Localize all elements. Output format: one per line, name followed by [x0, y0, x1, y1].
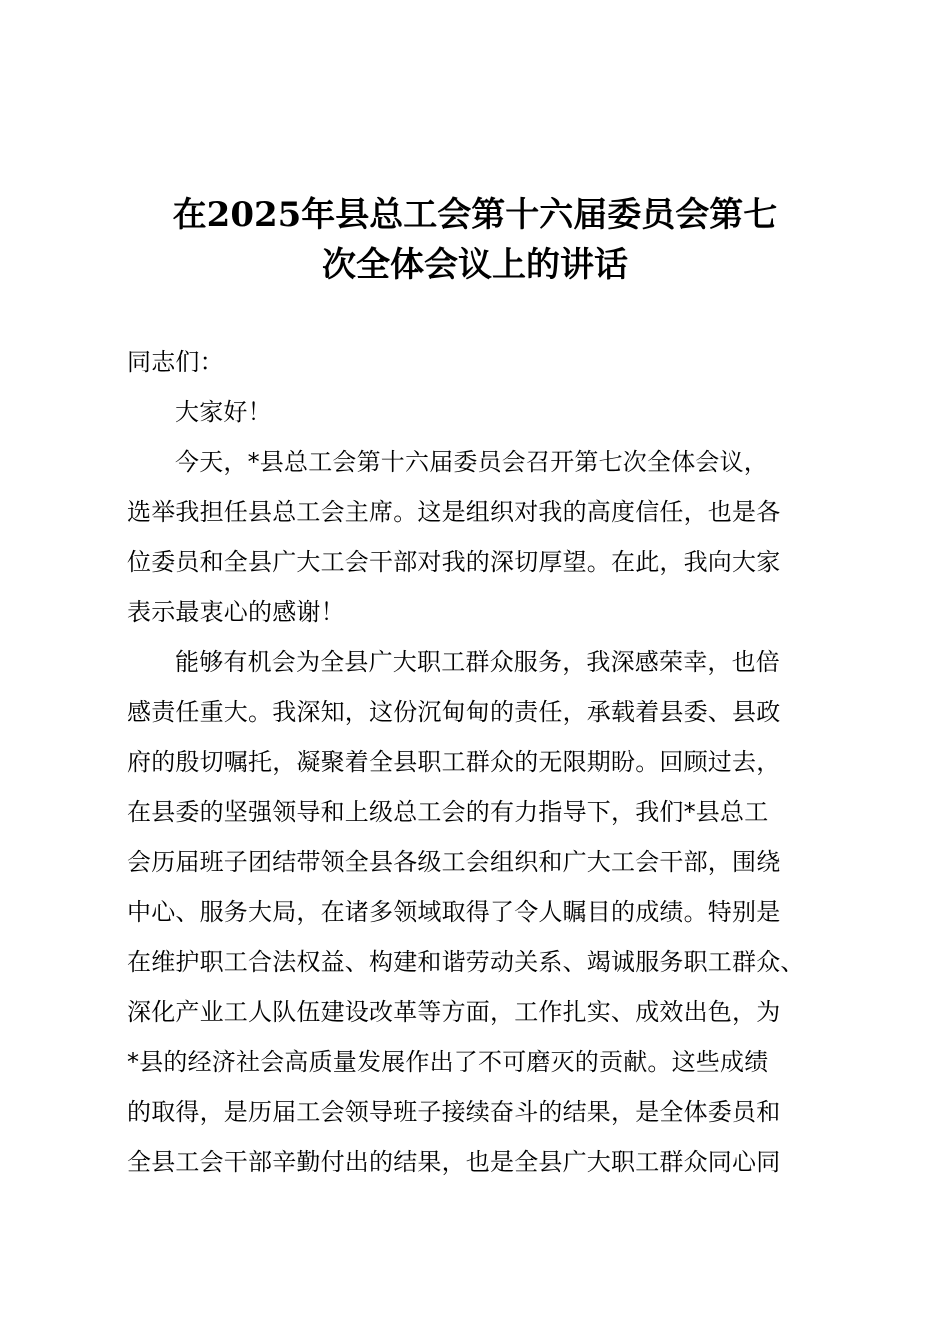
body-text-line: 在维护职工合法权益、构建和谐劳动关系、竭诚服务职工群众、 [127, 948, 805, 976]
body-text-line: 府的殷切嘱托，凝聚着全县职工群众的无限期盼。回顾过去， [127, 748, 781, 776]
body-text-line: 在县委的坚强领导和上级总工会的有力指导下，我们*县总工 [127, 798, 769, 826]
body-text-line: 大家好！ [175, 398, 272, 426]
body-text-line: 能够有机会为全县广大职工群众服务，我深感荣幸，也倍 [175, 648, 780, 676]
body-text-line: *县的经济社会高质量发展作出了不可磨灭的贡献。这些成绩 [127, 1048, 769, 1076]
body-text-line: 会历届班子团结带领全县各级工会组织和广大工会干部，围绕 [127, 848, 781, 876]
body-text-line: 表示最衷心的感谢！ [127, 598, 345, 626]
body-text-line: 的取得，是历届工会领导班子接续奋斗的结果，是全体委员和 [127, 1098, 781, 1126]
document-title-line-2: 次全体会议上的讲话 [322, 245, 628, 285]
body-text-line: 位委员和全县广大工会干部对我的深切厚望。在此，我向大家 [127, 548, 781, 576]
body-text-line: 中心、服务大局，在诸多领域取得了令人瞩目的成绩。特别是 [127, 898, 781, 926]
body-text-line: 深化产业工人队伍建设改革等方面，工作扎实、成效出色，为 [127, 998, 781, 1026]
body-text-line: 选举我担任县总工会主席。这是组织对我的高度信任，也是各 [127, 498, 781, 526]
salutation: 同志们： [127, 348, 224, 376]
body-text-line: 感责任重大。我深知，这份沉甸甸的责任，承载着县委、县政 [127, 698, 781, 726]
body-text-line: 全县工会干部辛勤付出的结果，也是全县广大职工群众同心同 [127, 1148, 781, 1176]
body-text-line: 今天，*县总工会第十六届委员会召开第七次全体会议， [175, 448, 768, 476]
document-title-line-1: 在2025年县总工会第十六届委员会第七 [172, 195, 778, 235]
